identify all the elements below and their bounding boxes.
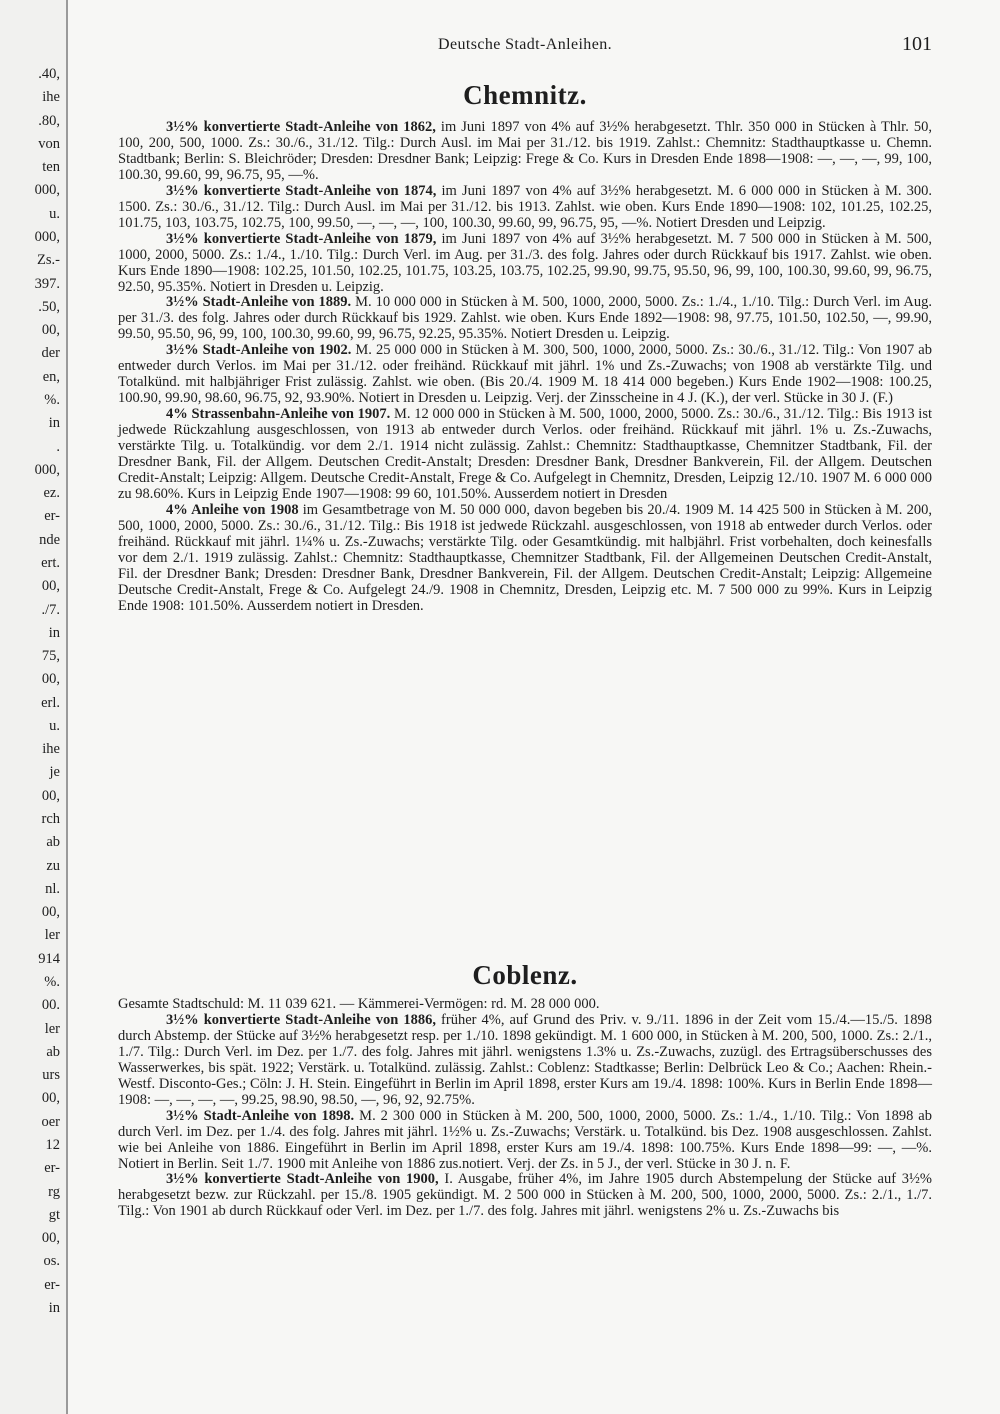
- margin-fragment: %.: [44, 392, 60, 408]
- bond-entry: [118, 184, 932, 232]
- bond-heading: 3½% Stadt-Anleihe von 1889.: [166, 294, 352, 311]
- margin-fragment: 00,: [41, 1090, 60, 1106]
- bond-entry: [118, 1013, 932, 1109]
- bond-entry: [118, 343, 932, 407]
- margin-fragment: 75,: [41, 648, 60, 664]
- bond-entry: [118, 1109, 932, 1173]
- margin-fragment: os.: [43, 1253, 60, 1269]
- margin-fragment: ihe: [42, 741, 60, 757]
- margin-fragment: er-: [44, 1277, 60, 1293]
- margin-fragment: 00,: [41, 788, 60, 804]
- margin-fragment: .: [56, 439, 60, 455]
- margin-fragment: von: [38, 136, 60, 152]
- bond-heading: 3½% konvertierte Stadt-Anleihe von 1900,: [166, 1171, 439, 1188]
- margin-fragment: 00.: [41, 997, 60, 1013]
- bond-heading: 4% Strassenbahn-Anleihe von 1907.: [166, 406, 391, 423]
- margin-fragment: erl.: [41, 695, 60, 711]
- bond-text: im Juni 1897 von 4% auf 3½% herabgesetzt. M. 6 000 000 in Stücken à M. 300. 1500. Zs.: 30./6., 31./12. Tilg.: Durch Ausl. im Mai per 31./12. bis 1913. Zahlst. wie oben. Kurs Ende 1890—1908: 102, 101.25, 102.25, 101.75, 103, 103.75, 102.75, 100, 99.50, —, —, —, 100, 100.30, 99.60, 99, 96.75, 95, —%. Notiert Dresden und Leipzig.: [118, 182, 932, 231]
- page-number: 101: [902, 33, 932, 55]
- bond-text: I. Ausgabe, früher 4%, im Jahre 1905 durch Abstempelung der Stücke auf 3½% herabgesetzt bezw. zur Rückzahl. per 15./8. 1905 gekündigt. M. 2 500 000 in Stücken à M. 200, 500, 1000, 2000, 5000. Zs.: 2./1., 1./7. Tilg.: Von 1901 ab durch Rückkauf oder Verl. im Dez. per 1./7. des folg. Jahres mit jährl. wenigstens 2% u. Zs.-Zuwachs bis: [118, 1171, 932, 1220]
- margin-fragment: der: [41, 345, 60, 361]
- adjacent-page-margin: [0, 0, 68, 1414]
- margin-fragment: er-: [44, 508, 60, 524]
- city-debt-summary: Gesamte Stadtschuld: M. 11 039 621. — Kämmerei-Vermögen: rd. M. 28 000 000.: [118, 996, 600, 1012]
- section-body-coblenz: [118, 997, 932, 1220]
- margin-fragment: in: [48, 625, 60, 641]
- margin-fragment: 000,: [34, 182, 60, 198]
- bond-entry: [118, 232, 932, 296]
- bond-text: im Juni 1897 von 4% auf 3½% herabgesetzt. Thlr. 350 000 in Stücken à Thlr. 50, 100, 200, 500, 1000. Zs.: 30./6., 31./12. Tilg.: Durch Ausl. im Mai per 31./12. bis 1919. Zahlst.: Chemnitz: Stadthauptkasse u. Chemn. Stadtbank; Berlin: S. Bleichröder; Dresden: Dresdner Bank; Leipzig: Frege & Co. Kurs in Dresden Ende 1898—1908: —, —, —, 99, 100, 100.30, 99.60, 99, 96.75, 95, —%.: [118, 119, 933, 183]
- bond-text: früher 4%, auf Grund des Priv. v. 9./11. 1896 in der Zeit vom 15./4.—15./5. 1898 durch Abstemp. der Stücke auf 3½% herabgesetzt resp. per 1./10. 1898 gekündigt. M. 1 600 000, in Stücken à M. 200, 500, 1000. Zs.: 2./1., 1./7. Tilg.: Durch Verl. im Dez. per 1./7. des folg. Jahres mit jährl. wenigstens 1.3% u. Zs.-Zuwachs, zuzügl. des Ertragsüberschusses des Wasserwerkes, bis spät. 1922; Verstärk. u. Totalkünd. zulässig. Zahlst.: Coblenz: Stadtkasse; Berlin: Delbrück Leo & Co.; Aachen: Rhein.-Westf. Disconto-Ges.; Cöln: J. H. Stein. Eingeführt in Berlin im April 1898, erster Kurs am 19./4. 1898: 100%. Kurs in Berlin Ende 1898—1908: —, —, —, —, 99.25, 98.90, 98.50, —, 96, 92, 92.75%.: [118, 1011, 932, 1108]
- margin-fragment: .50,: [38, 299, 60, 315]
- margin-fragment: nde: [39, 532, 60, 548]
- bond-text: M. 12 000 000 in Stücken à M. 500, 1000, 2000, 5000. Zs.: 30./6., 31./12. Tilg.: Bis 1913 ist jedwede Rückzahlung ausgeschlossen, von 1913 ab entweder durch Verlos. oder freihänd. Rückkauf mit jährl. 1% u. Zs.-Zuwachs, verstärkte Tilg. u. Totalkündig. vor dem 2./1. 1914 nicht zulässig. Zahlst.: Chemnitz: Stadthauptkasse, Chemnitzer Stadtbank, Fil. der Dresdner Bank, Fil. der Allgem. Deutschen Credit-Anstalt; Dresden: Dresdner Bank, Dresdner Bankverein, Fil. der Allgem. Deutschen Credit-Anstalt; Leipzig: Allgem. Deutsche Credit-Anstalt, Frege & Co. Aufgelegt in Chemnitz, Dresden, Leipzig 12./10. 1907 M. 6 000 000 zu 98.60%. Kurs in Leipzig Ende 1907—1908: 99 60, 101.50%. Ausserdem notiert in Dresden: [118, 406, 933, 502]
- margin-fragment: ten: [42, 159, 60, 175]
- bond-heading: 4% Anleihe von 1908: [166, 501, 299, 518]
- bond-heading: 3½% konvertierte Stadt-Anleihe von 1862,: [166, 119, 436, 135]
- margin-fragment: .80,: [38, 113, 60, 129]
- running-title: Deutsche Stadt-Anleihen.: [438, 36, 612, 53]
- section-title-chemnitz: Chemnitz.: [463, 80, 587, 110]
- margin-fragment: urs: [42, 1067, 60, 1083]
- margin-fragment: 914: [38, 951, 60, 967]
- margin-fragment: ab: [46, 1044, 60, 1060]
- margin-fragment: rg: [48, 1184, 60, 1200]
- margin-fragment: ./7.: [41, 602, 60, 618]
- margin-fragment: rch: [41, 811, 60, 827]
- margin-fragment: er-: [44, 1160, 60, 1176]
- margin-fragment: 00,: [41, 1230, 60, 1246]
- margin-fragment: gt: [48, 1207, 60, 1223]
- margin-fragment: nl.: [45, 881, 60, 897]
- bond-entry: [118, 295, 932, 343]
- margin-fragment: ab: [46, 834, 60, 850]
- margin-fragment: u.: [49, 718, 60, 734]
- margin-fragment: oer: [41, 1114, 60, 1130]
- bond-text: im Juni 1897 von 4% auf 3½% herabgesetzt. M. 7 500 000 in Stücken à M. 500, 1000, 2000, 5000. Zs.: 1./4., 1./10. Tilg.: Durch Verl. im Aug. per 31./3. des folg. Jahres oder durch Rückkauf bis 1917. Zahlst. wie oben. Kurs Ende 1890—1908: 102.25, 101.50, 102.25, 101.75, 103.25, 103.75, 102.25, 99.90, 99.75, 95.50, 96, 99, 100, 100.30, 99.60, 99, 96.75, 92.50, 95.35%. Notiert in Dresden u. Leipzig.: [118, 230, 932, 295]
- margin-fragment: 000,: [34, 229, 60, 245]
- bond-entry: [118, 407, 932, 503]
- bond-heading: 3½% konvertierte Stadt-Anleihe von 1879,: [166, 230, 437, 247]
- bond-heading: 3½% Stadt-Anleihe von 1902.: [166, 342, 352, 359]
- margin-fragment: ez.: [43, 485, 60, 501]
- section-body-chemnitz: [118, 120, 932, 615]
- margin-fragment: %.: [44, 974, 60, 990]
- margin-fragment: zu: [46, 858, 60, 874]
- bond-text: M. 10 000 000 in Stücken à M. 500, 1000, 2000, 5000. Zs.: 1./4., 1./10. Tilg.: Durch Verl. im Aug. per 31./3. des folg. Jahres oder durch Rückkauf bis 1929. Zahlst. wie oben. Kurs Ende 1892—1908: 98, 97.75, 101.50, 102.50, —, 99.90, 99.50, 95.50, 96, 99, 100, 100.30, 99.60, 99, 96.75, 92.25, 95.35%. Notiert Dresden u. Leipzig.: [118, 294, 932, 343]
- bond-entry: [118, 1172, 932, 1220]
- margin-fragment: ler: [44, 1021, 60, 1037]
- margin-fragment: in: [48, 415, 60, 431]
- bond-text: im Gesamtbetrage von M. 50 000 000, davon begeben bis 20./4. 1909 M. 14 425 500 in Stücken à M. 200, 500, 1000, 2000, 5000. Zs.: 30./6., 31./12. Tilg.: Bis 1918 ist jedwede Rückzahl. ausgeschlossen, von 1918 ab entweder durch Verlos. oder freihänd. Rückkauf mit jährl. 1¼% u. Zs.-Zuwachs; verstärkte Tilg. oder Gesamtkündig. mit halbjährl. Frist vorbehalten, doch keinesfalls vor dem 2./1. 1919 zulässig. Zahlst.: Chemnitz: Stadthauptkasse, Chemnitzer Stadtbank, Fil. der Allgemeinen Deutschen Credit-Anstalt, Fil. der Dresdner Bank; Dresden: Dresdner Bank, Dresdner Bankverein, Fil. der Allgem. Deutschen Credit-Anstalt; Leipzig: Allgemeine Deutsche Credit-Anstalt, Frege & Co. Aufgelegt 24./9. 1908 in Chemnitz, Dresden, Leipzig etc. M. 7 500 000 zu 99%. Kurs in Leipzig Ende 1908: 101.50%. Ausserdem notiert in Dresden.: [118, 501, 932, 614]
- section-title-coblenz: Coblenz.: [472, 960, 578, 990]
- bond-entry: [118, 120, 932, 184]
- bond-heading: 3½% Stadt-Anleihe von 1898.: [166, 1107, 355, 1124]
- bond-heading: 3½% konvertierte Stadt-Anleihe von 1886,: [166, 1011, 436, 1028]
- margin-fragment: 00,: [41, 671, 60, 687]
- bond-text: M. 2 300 000 in Stücken à M. 200, 500, 1000, 2000, 5000. Zs.: 1./4., 1./10. Tilg.: Von 1898 ab durch Verl. im Dez. per 1./4. des folg. Jahres mit jährl. 1½% u. Zs.-Zuwachs; Verstärk. u. Totalkünd. bis Dez. 1908 ausgeschlossen. Zahlst. wie bei Anleihe von 1886. Eingeführt in Berlin im April 1898, erster Kurs am 19./4. 1898: 100.75%. Kurs Ende 1898—99: —, —%. Notiert in Berlin. Seit 1./7. 1900 mit Anleihe von 1886 zus.notiert. Verj. der Zs. in 5 J., der verl. Stücke in 30 J. n. F.: [118, 1107, 932, 1172]
- margin-fragment: je: [49, 764, 60, 780]
- margin-fragment: .40,: [38, 66, 60, 82]
- margin-fragment: 00,: [41, 578, 60, 594]
- margin-fragment: 000,: [34, 462, 60, 478]
- bond-text: M. 25 000 000 in Stücken à M. 300, 500, 1000, 2000, 5000. Zs.: 30./6., 31./12. Tilg.: Von 1907 ab entweder durch Verlos. im Mai per 31./12. oder freihänd. Rückkauf mit jährl. 1% und Zs.-Zuwachs; von 1908 ab verstärkte Tilg. und Totalkünd. mit halbjähriger Frist zulässig. Zahlst. wie oben. (Bis 20./4. 1909 M. 18 414 000 begeben.) Kurs Ende 1902—1908: 100.25, 100.90, 99.90, 98.60, 96.75, 92, 93.90%. Notiert in Dresden u. Leipzig. Verj. der Zinsscheine in 4 J. (K.), der verl. Stücke in 30 J. (F.): [118, 342, 932, 407]
- margin-fragment: u.: [49, 206, 60, 222]
- margin-fragment: 397.: [34, 276, 60, 292]
- margin-fragment: ler: [44, 927, 60, 943]
- bond-entry: [118, 503, 932, 615]
- bond-heading: 3½% konvertierte Stadt-Anleihe von 1874,: [166, 182, 437, 199]
- margin-fragment: 00,: [41, 322, 60, 338]
- margin-fragment: 12: [45, 1137, 60, 1153]
- page-header: [118, 33, 932, 60]
- margin-fragment: in: [48, 1300, 60, 1316]
- margin-fragment: 00,: [41, 904, 60, 920]
- margin-fragment: en,: [42, 369, 60, 385]
- margin-fragment: ihe: [42, 89, 60, 105]
- margin-fragment: ert.: [41, 555, 60, 571]
- margin-fragment: Zs.-: [37, 252, 60, 268]
